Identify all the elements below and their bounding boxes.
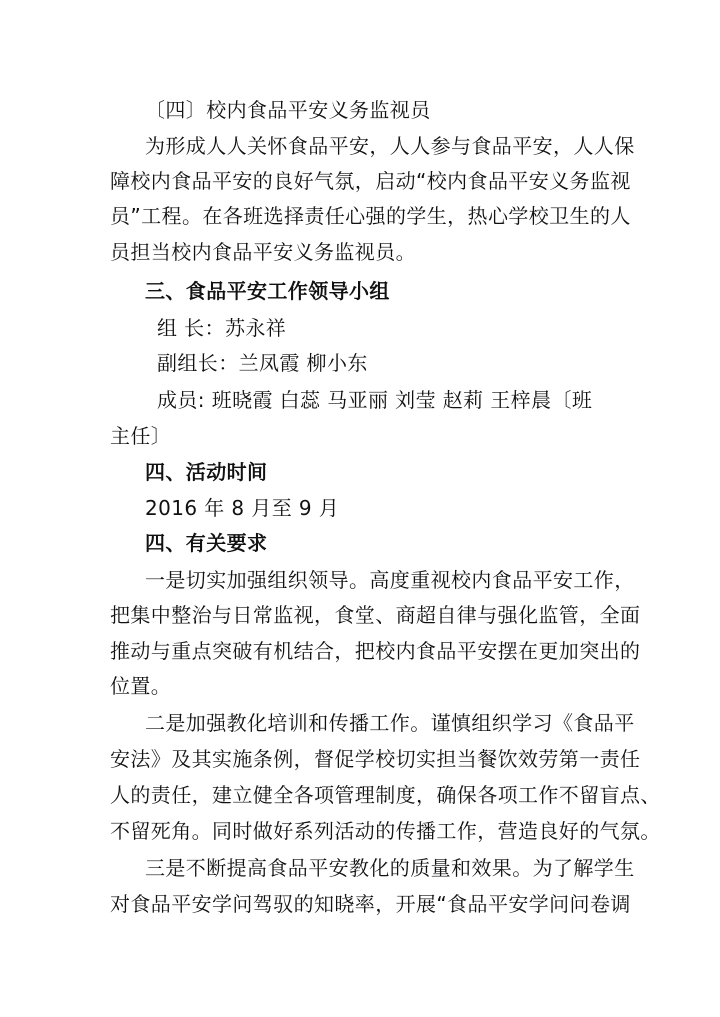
deputy-leader-line: 副组长：兰凤霞 柳小东 xyxy=(157,351,368,375)
paragraph-line: 对食品平安学问驾驭的知晓率，开展“食品平安学问问卷调 xyxy=(110,892,631,916)
section-heading: 三、食品平安工作领导小组 xyxy=(145,279,390,303)
paragraph-line: 二是加强教化培训和传播工作。谨慎组织学习《食品平 xyxy=(145,711,635,735)
paragraph-line: 把集中整治与日常监视，食堂、商超自律与强化监管，全面 xyxy=(110,603,641,627)
section-heading: 四、活动时间 xyxy=(145,460,268,484)
subsection-heading: 〔四〕校内食品平安义务监视员 xyxy=(145,98,431,122)
members-line: 成员: 班晓霞 白蕊 马亚丽 刘莹 赵莉 王梓晨〔班 xyxy=(157,388,593,412)
paragraph-line: 不留死角。同时做好系列活动的传播工作，营造良好的气氛。 xyxy=(110,819,661,843)
paragraph-line: 障校内食品平安的良好气氛，启动“校内食品平安义务监视 xyxy=(110,169,631,193)
members-line-continuation: 主任〕 xyxy=(110,424,172,448)
paragraph-line: 推动与重点突破有机结合，把校内食品平安摆在更加突出的 xyxy=(110,639,641,663)
paragraph-line: 安法》及其实施条例，督促学校切实担当餐饮效劳第一责任 xyxy=(110,747,641,771)
paragraph-line: 三是不断提高食品平安教化的质量和效果。为了解学生 xyxy=(145,856,635,880)
paragraph-line: 一是切实加强组织领导。高度重视校内食品平安工作， xyxy=(145,568,635,592)
paragraph-line: 位置。 xyxy=(110,674,172,698)
section-heading: 四、有关要求 xyxy=(145,531,268,555)
paragraph-line: 人的责任，建立健全各项管理制度，确保各项工作不留盲点、 xyxy=(110,783,661,807)
paragraph-line: 为形成人人关怀食品平安，人人参与食品平安，人人保 xyxy=(145,134,635,158)
activity-time: 2016 年 8 月至 9 月 xyxy=(145,496,340,520)
paragraph-line: 员担当校内食品平安义务监视员。 xyxy=(110,240,416,264)
leader-line: 组 长：苏永祥 xyxy=(157,316,287,340)
paragraph-line: 员”工程。在各班选择责任心强的学生，热心学校卫生的人 xyxy=(110,204,631,228)
